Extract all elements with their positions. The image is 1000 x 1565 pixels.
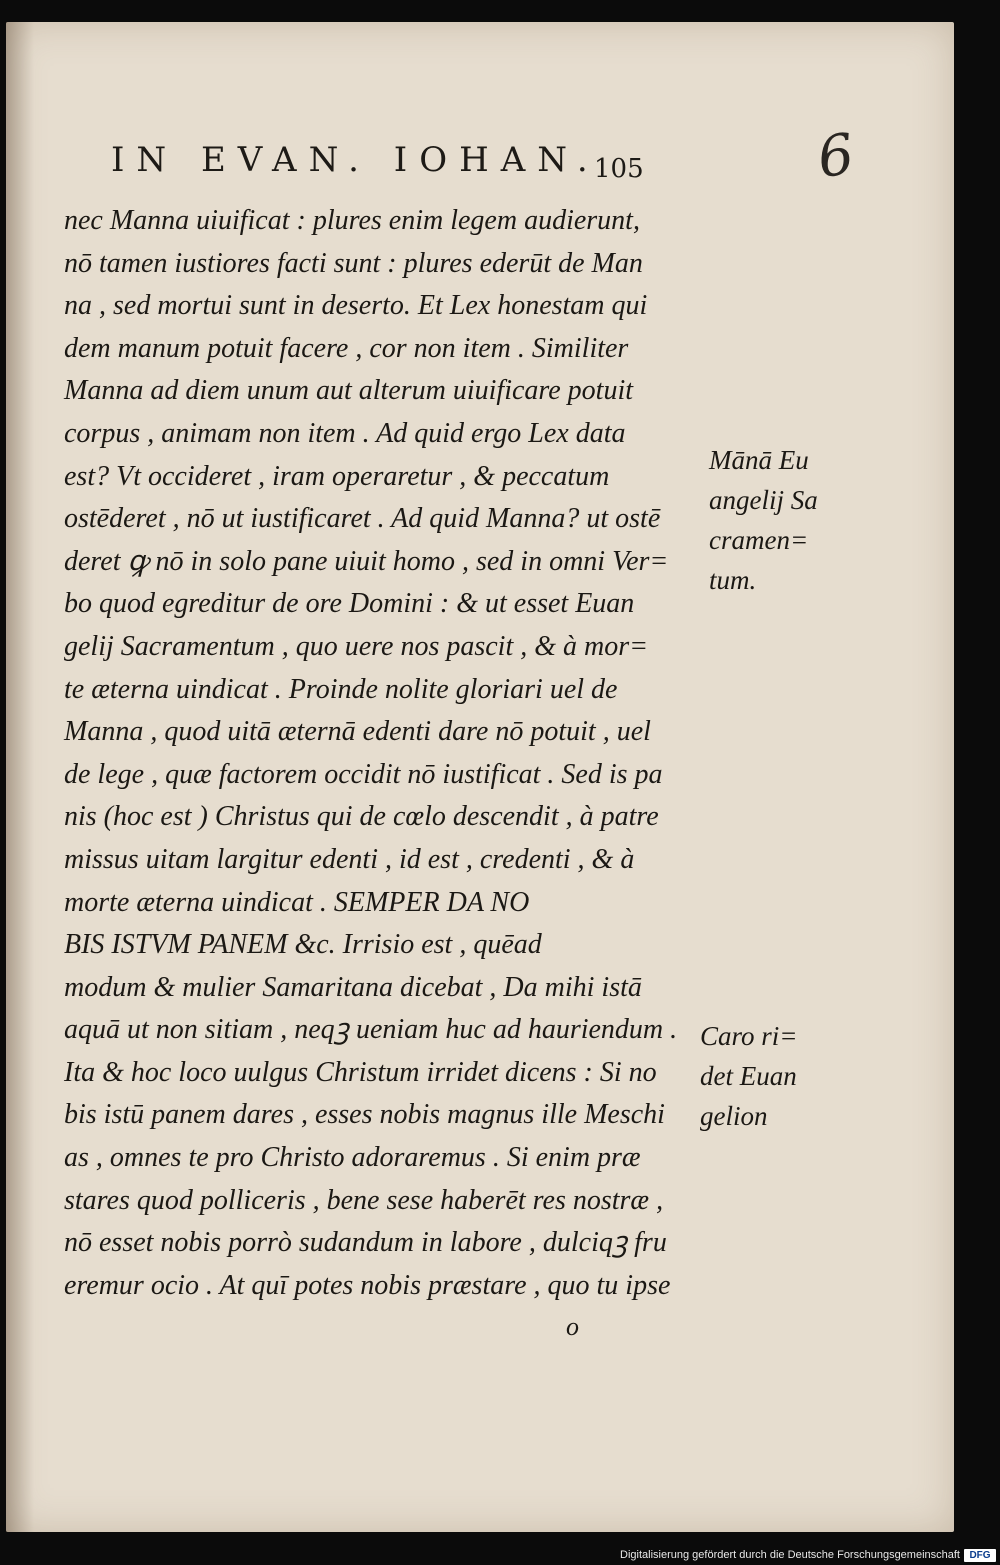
digitization-credit: Digitalisierung gefördert durch die Deutsche Forschungsgemeinschaft bbox=[620, 1549, 960, 1561]
margin-note-line: gelion bbox=[700, 1101, 768, 1131]
margin-note-line: det Euan bbox=[700, 1061, 797, 1091]
text-line: BIS ISTVM PANEM &c. Irrisio est , quēad bbox=[64, 929, 542, 961]
text-line: stares quod polliceris , bene sese haberēt res nostræ , bbox=[64, 1184, 664, 1216]
text-line: nō tamen iustiores facti sunt : plures ederūt de Man bbox=[64, 247, 643, 279]
text-line: de lege , quæ factorem occidit nō iustificat . Sed is pa bbox=[64, 758, 663, 790]
text-line: ostēderet , nō ut iustificaret . Ad quid Manna? ut ostē bbox=[64, 503, 661, 535]
text-line: morte æterna uindicat . SEMPER DA NO bbox=[64, 886, 530, 918]
dfg-logo-text: DFG bbox=[969, 1550, 991, 1561]
body-text bbox=[64, 200, 714, 1307]
text-line: eremur ocio . At quī potes nobis præstare , quo tu ipse bbox=[64, 1269, 671, 1301]
running-head: IN EVAN. IOHAN. bbox=[111, 140, 600, 180]
book-page bbox=[6, 22, 954, 1532]
margin-note-manna bbox=[709, 440, 839, 600]
margin-note-line: angelij Sa bbox=[709, 485, 818, 515]
handwritten-leaf-number: 6 bbox=[813, 121, 858, 192]
text-line: Manna ad diem unum aut alterum uiuificare potuit bbox=[64, 375, 634, 407]
text-line: Ita & hoc loco uulgus Christum irridet dicens : Si no bbox=[64, 1056, 657, 1088]
margin-note-line: cramen= bbox=[709, 525, 809, 555]
text-line: dem manum potuit facere , cor non item . Similiter bbox=[64, 332, 629, 364]
text-line: aquā ut non sitiam , neqꝫ ueniam huc ad hauriendum . bbox=[64, 1014, 678, 1046]
text-line: Manna , quod uitā æternā edenti dare nō potuit , uel bbox=[64, 716, 651, 748]
page-number: 105 bbox=[594, 154, 644, 184]
text-line: nis (hoc est ) Christus qui de cœlo descendit , à patre bbox=[64, 801, 659, 833]
dfg-logo bbox=[964, 1549, 996, 1562]
text-line: as , omnes te pro Christo adoraremus . Si enim præ bbox=[64, 1142, 641, 1174]
text-line: nec Manna uiuificat : plures enim legem audierunt, bbox=[64, 205, 640, 236]
text-line: missus uitam largitur edenti , id est , credenti , & à bbox=[64, 843, 635, 875]
text-line: est? Vt occideret , iram operaretur , & peccatum bbox=[64, 460, 610, 492]
signature-mark: o bbox=[566, 1312, 579, 1341]
text-line: nō esset nobis porrò sudandum in labore , dulciqꝫ fru bbox=[64, 1227, 667, 1259]
margin-note-line: Mānā Eu bbox=[709, 445, 809, 475]
text-line: modum & mulier Samaritana dicebat , Da mihi istā bbox=[64, 971, 642, 1003]
text-line: te æterna uindicat . Proinde nolite gloriari uel de bbox=[64, 673, 618, 705]
text-line: na , sed mortui sunt in deserto. Et Lex honestam qui bbox=[64, 290, 648, 322]
text-line: deret ꝙ nō in solo pane uiuit homo , sed in omni Ver= bbox=[64, 545, 669, 577]
margin-note-line: tum. bbox=[709, 565, 757, 595]
margin-note-line: Caro ri= bbox=[700, 1021, 798, 1051]
text-line: gelij Sacramentum , quo uere nos pascit , & à mor= bbox=[64, 630, 649, 662]
text-line: bis istū panem dares , esses nobis magnus ille Meschi bbox=[64, 1099, 665, 1131]
margin-note-caro bbox=[700, 1016, 830, 1136]
text-line: bo quod egreditur de ore Domini : & ut esset Euan bbox=[64, 588, 635, 620]
text-line: corpus , animam non item . Ad quid ergo Lex data bbox=[64, 417, 626, 449]
